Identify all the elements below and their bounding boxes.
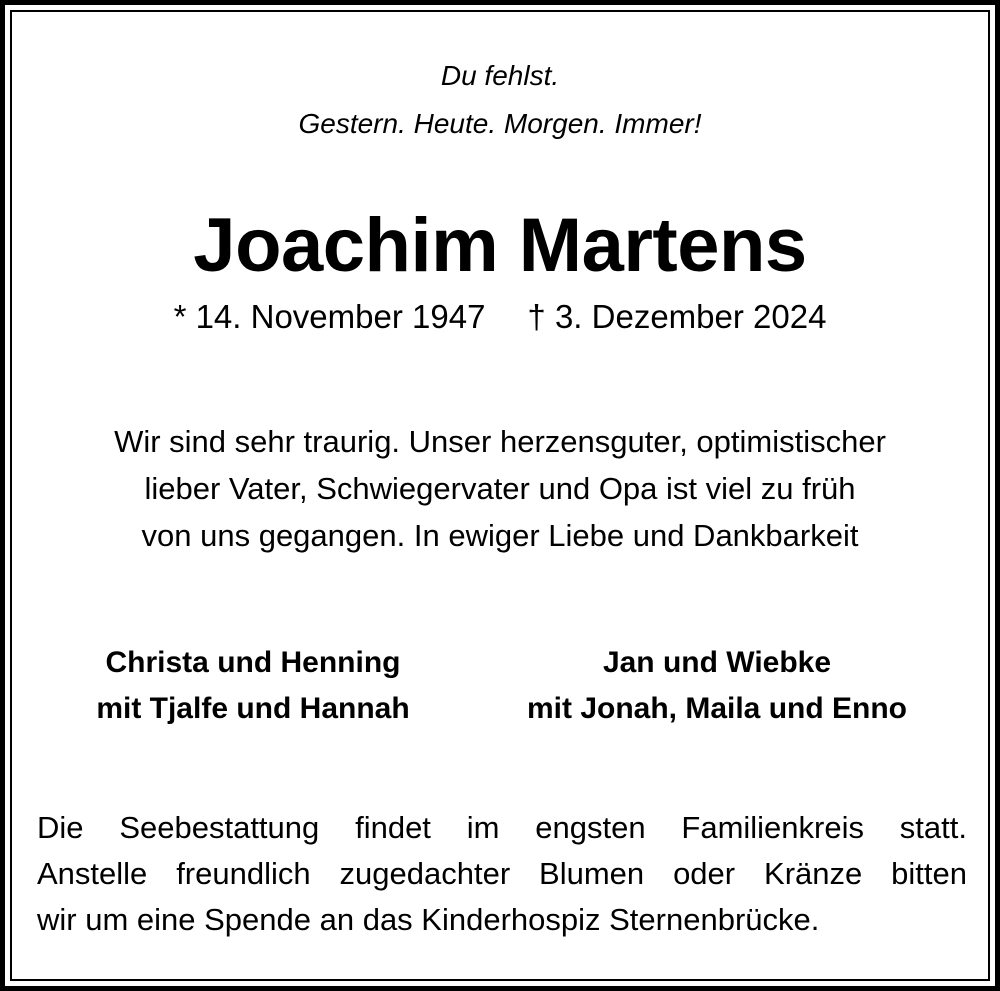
death-date: † 3. Dezember 2024	[527, 298, 827, 335]
family-left-line-2: mit Tjalfe und Hannah	[96, 692, 410, 725]
family-right-line-2: mit Jonah, Maila und Enno	[526, 692, 907, 725]
motto	[0, 52, 1000, 148]
deceased-name: Joachim Martens	[193, 203, 807, 288]
message-line-1: Wir sind sehr traurig. Unser herzensguter, optimistischer	[114, 424, 886, 459]
notice-line-1: Die Seebestattung findet im engsten Familienkreis statt.	[37, 810, 967, 845]
family-group-left	[28, 640, 478, 732]
family-group-right	[492, 640, 942, 732]
notice-line-2: Anstelle freundlich zugedachter Blumen oder Kränze bitten	[37, 856, 967, 891]
family-right-line-1: Jan und Wiebke	[602, 646, 832, 679]
family-left-line-1: Christa und Henning	[105, 646, 401, 679]
funeral-notice	[37, 805, 967, 943]
life-dates	[0, 294, 1000, 340]
mourning-message	[0, 418, 1000, 559]
birth-date: * 14. November 1947	[173, 298, 486, 335]
message-line-2: lieber Vater, Schwiegervater und Opa ist viel zu früh	[144, 471, 856, 506]
notice-line-3: wir um eine Spende an das Kinderhospiz Sternenbrücke.	[37, 902, 820, 937]
motto-line-2: Gestern. Heute. Morgen. Immer!	[298, 108, 702, 139]
motto-line-1: Du fehlst.	[440, 60, 560, 91]
message-line-3: von uns gegangen. In ewiger Liebe und Dankbarkeit	[141, 518, 859, 553]
